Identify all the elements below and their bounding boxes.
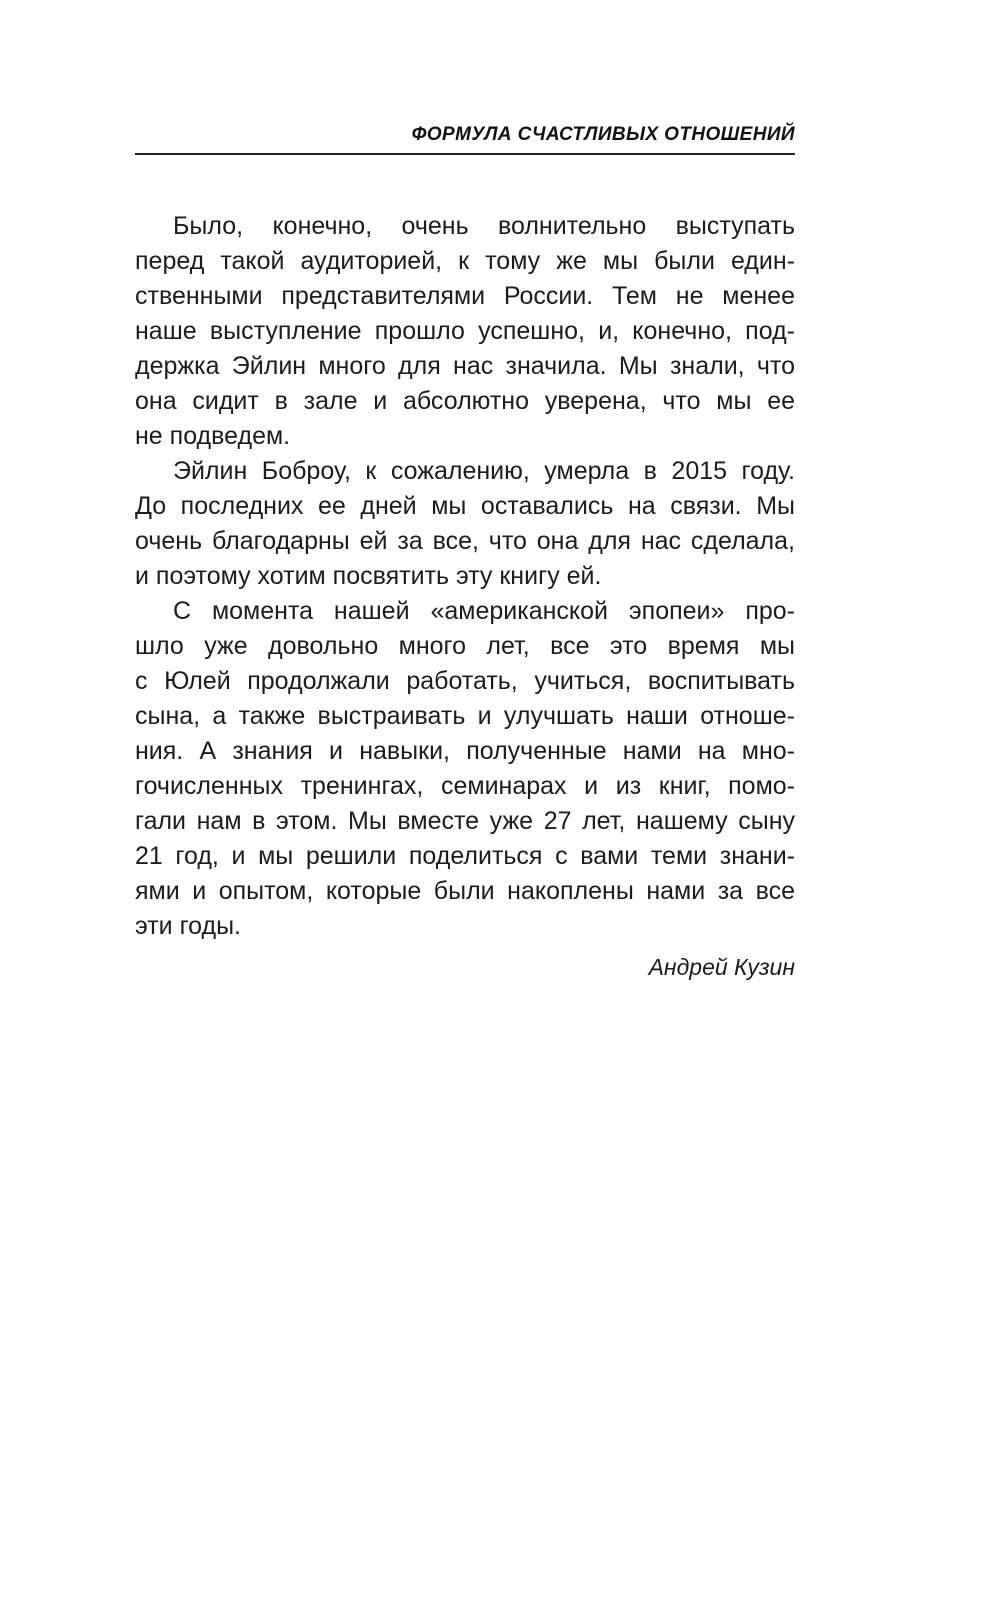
text-line: шло уже довольно много лет, все это время мы — [135, 632, 795, 660]
text-line: 21 год, и мы решили поделиться с вами теми знани- — [135, 842, 795, 870]
text-line: с Юлей продолжали работать, учиться, воспитывать — [135, 667, 795, 695]
text-line: не подведем. — [135, 422, 291, 450]
text-line: Было, конечно, очень волнительно выступать — [173, 212, 795, 240]
text-line: Эйлин Боброу, к сожалению, умерла в 2015 году. — [173, 457, 795, 485]
paragraph — [135, 594, 795, 944]
text-line: ями и опытом, которые были накоплены нами за все — [135, 877, 795, 905]
text-line: гали нам в этом. Мы вместе уже 27 лет, нашему сыну — [135, 807, 795, 835]
text-line: До последних ее дней мы оставались на связи. Мы — [135, 492, 795, 520]
text-line: и поэтому хотим посвятить эту книгу ей. — [135, 562, 602, 590]
text-line: эти годы. — [135, 912, 241, 940]
text-line: перед такой аудиторией, к тому же мы были един- — [135, 247, 795, 275]
paragraph — [135, 454, 795, 594]
text-line: держка Эйлин много для нас значила. Мы знали, что — [135, 352, 795, 380]
text-line: сына, а также выстраивать и улучшать наши отноше- — [135, 702, 795, 730]
text-line: очень благодарны ей за все, что она для нас сделала, — [135, 527, 795, 555]
header-rule — [135, 153, 795, 155]
running-header-title: ФОРМУЛА СЧАСТЛИВЫХ ОТНОШЕНИЙ — [411, 124, 795, 145]
text-line: ственными представителями России. Тем не менее — [135, 282, 795, 310]
paragraph — [135, 209, 795, 454]
text-line: ния. А знания и навыки, полученные нами на мно- — [135, 737, 795, 765]
author-signature: Андрей Кузин — [648, 954, 795, 980]
text-line: она сидит в зале и абсолютно уверена, что мы ее — [135, 387, 795, 415]
body-text — [135, 209, 795, 944]
page-content — [135, 0, 795, 985]
text-line: гочисленных тренингах, семинарах и из книг, помо- — [135, 772, 795, 800]
text-line: наше выступление прошло успешно, и, конечно, под- — [135, 317, 795, 345]
text-line: С момента нашей «американской эпопеи» про- — [173, 597, 795, 625]
